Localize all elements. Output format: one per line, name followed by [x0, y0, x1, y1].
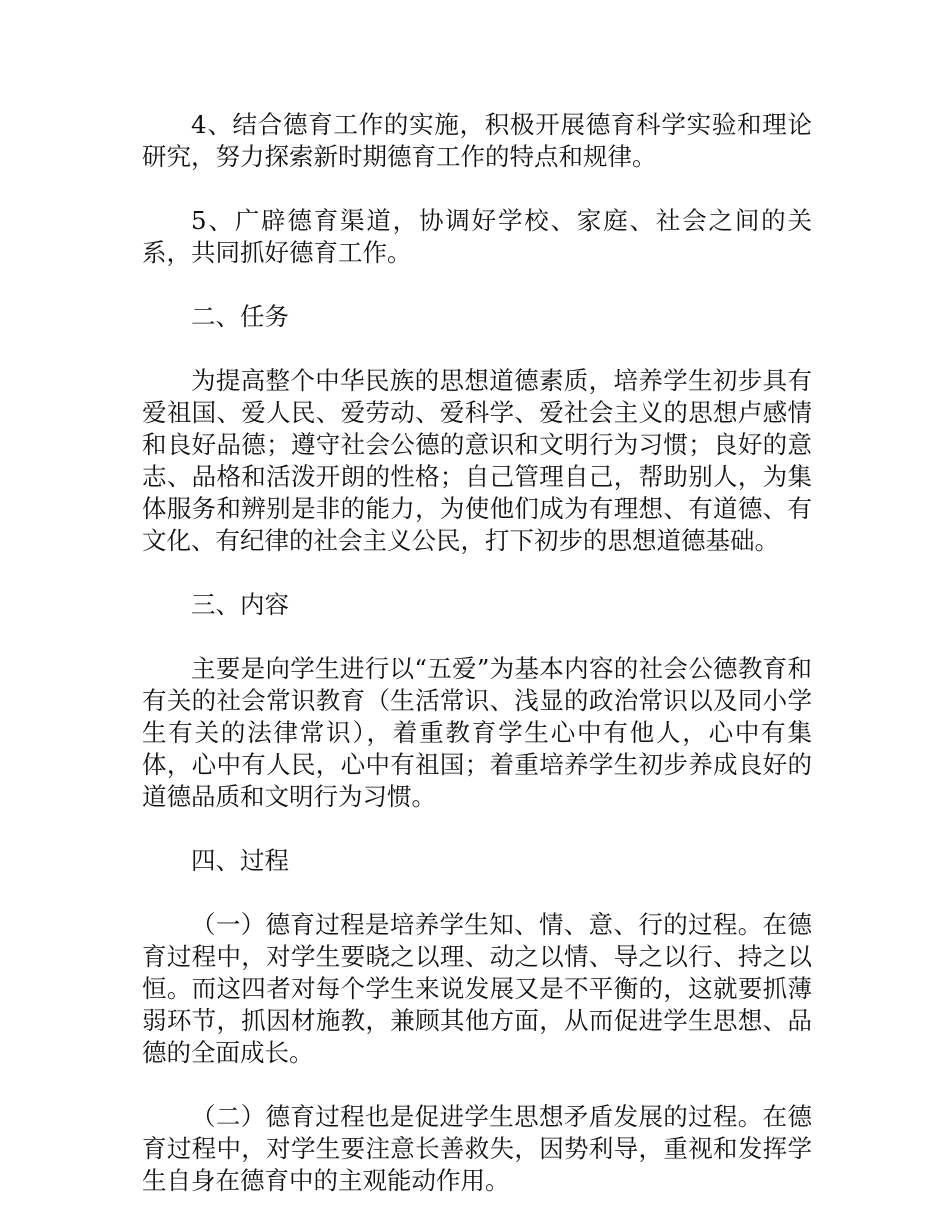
paragraph-process-2: （二）德育过程也是促进学生思想矛盾发展的过程。在德育过程中，对学生要注意长善救失，因势利导，重视和发挥学生自身在德育中的主观能动作用。	[142, 1102, 812, 1195]
paragraph-item-4: 4、结合德育工作的实施，积极开展德育科学实验和理论研究，努力探索新时期德育工作的特点和规律。	[142, 110, 812, 171]
paragraph-tasks: 为提高整个中华民族的思想道德素质，培养学生初步具有爱祖国、爱人民、爱劳动、爱科学、爱社会主义的思想卢感情和良好品德；遵守社会公德的意识和文明行为习惯；良好的意志、品格和活泼开朗的性格；自己管理自己，帮助别人，为集体服务和辨别是非的能力，为使他们成为有理想、有道德、有文化、有纪律的社会主义公民，打下初步的思想道德基础。	[142, 366, 812, 555]
document-body	[142, 109, 812, 1229]
paragraph-content: 主要是向学生进行以“五爱”为基本内容的社会公德教育和有关的社会常识教育（生活常识、浅显的政治常识以及同小学生有关的法律常识），着重教育学生心中有他人，心中有集体，心中有人民，心中有祖国；着重培养学生初步养成良好的道德品质和文明行为习惯。	[142, 654, 812, 811]
section-heading-process: 四、过程	[191, 846, 289, 875]
section-heading-tasks: 二、任务	[191, 302, 289, 331]
section-heading-content: 三、内容	[191, 590, 289, 619]
paragraph-item-5: 5、广辟德育渠道，协调好学校、家庭、社会之间的关系，共同抓好德育工作。	[142, 206, 812, 267]
paragraph-process-1: （一）德育过程是培养学生知、情、意、行的过程。在德育过程中，对学生要晓之以理、动之以情、导之以行、持之以恒。而这四者对每个学生来说发展又是不平衡的，这就要抓薄弱环节，抓因材施教，兼顾其他方面，从而促进学生思想、品德的全面成长。	[142, 910, 812, 1067]
